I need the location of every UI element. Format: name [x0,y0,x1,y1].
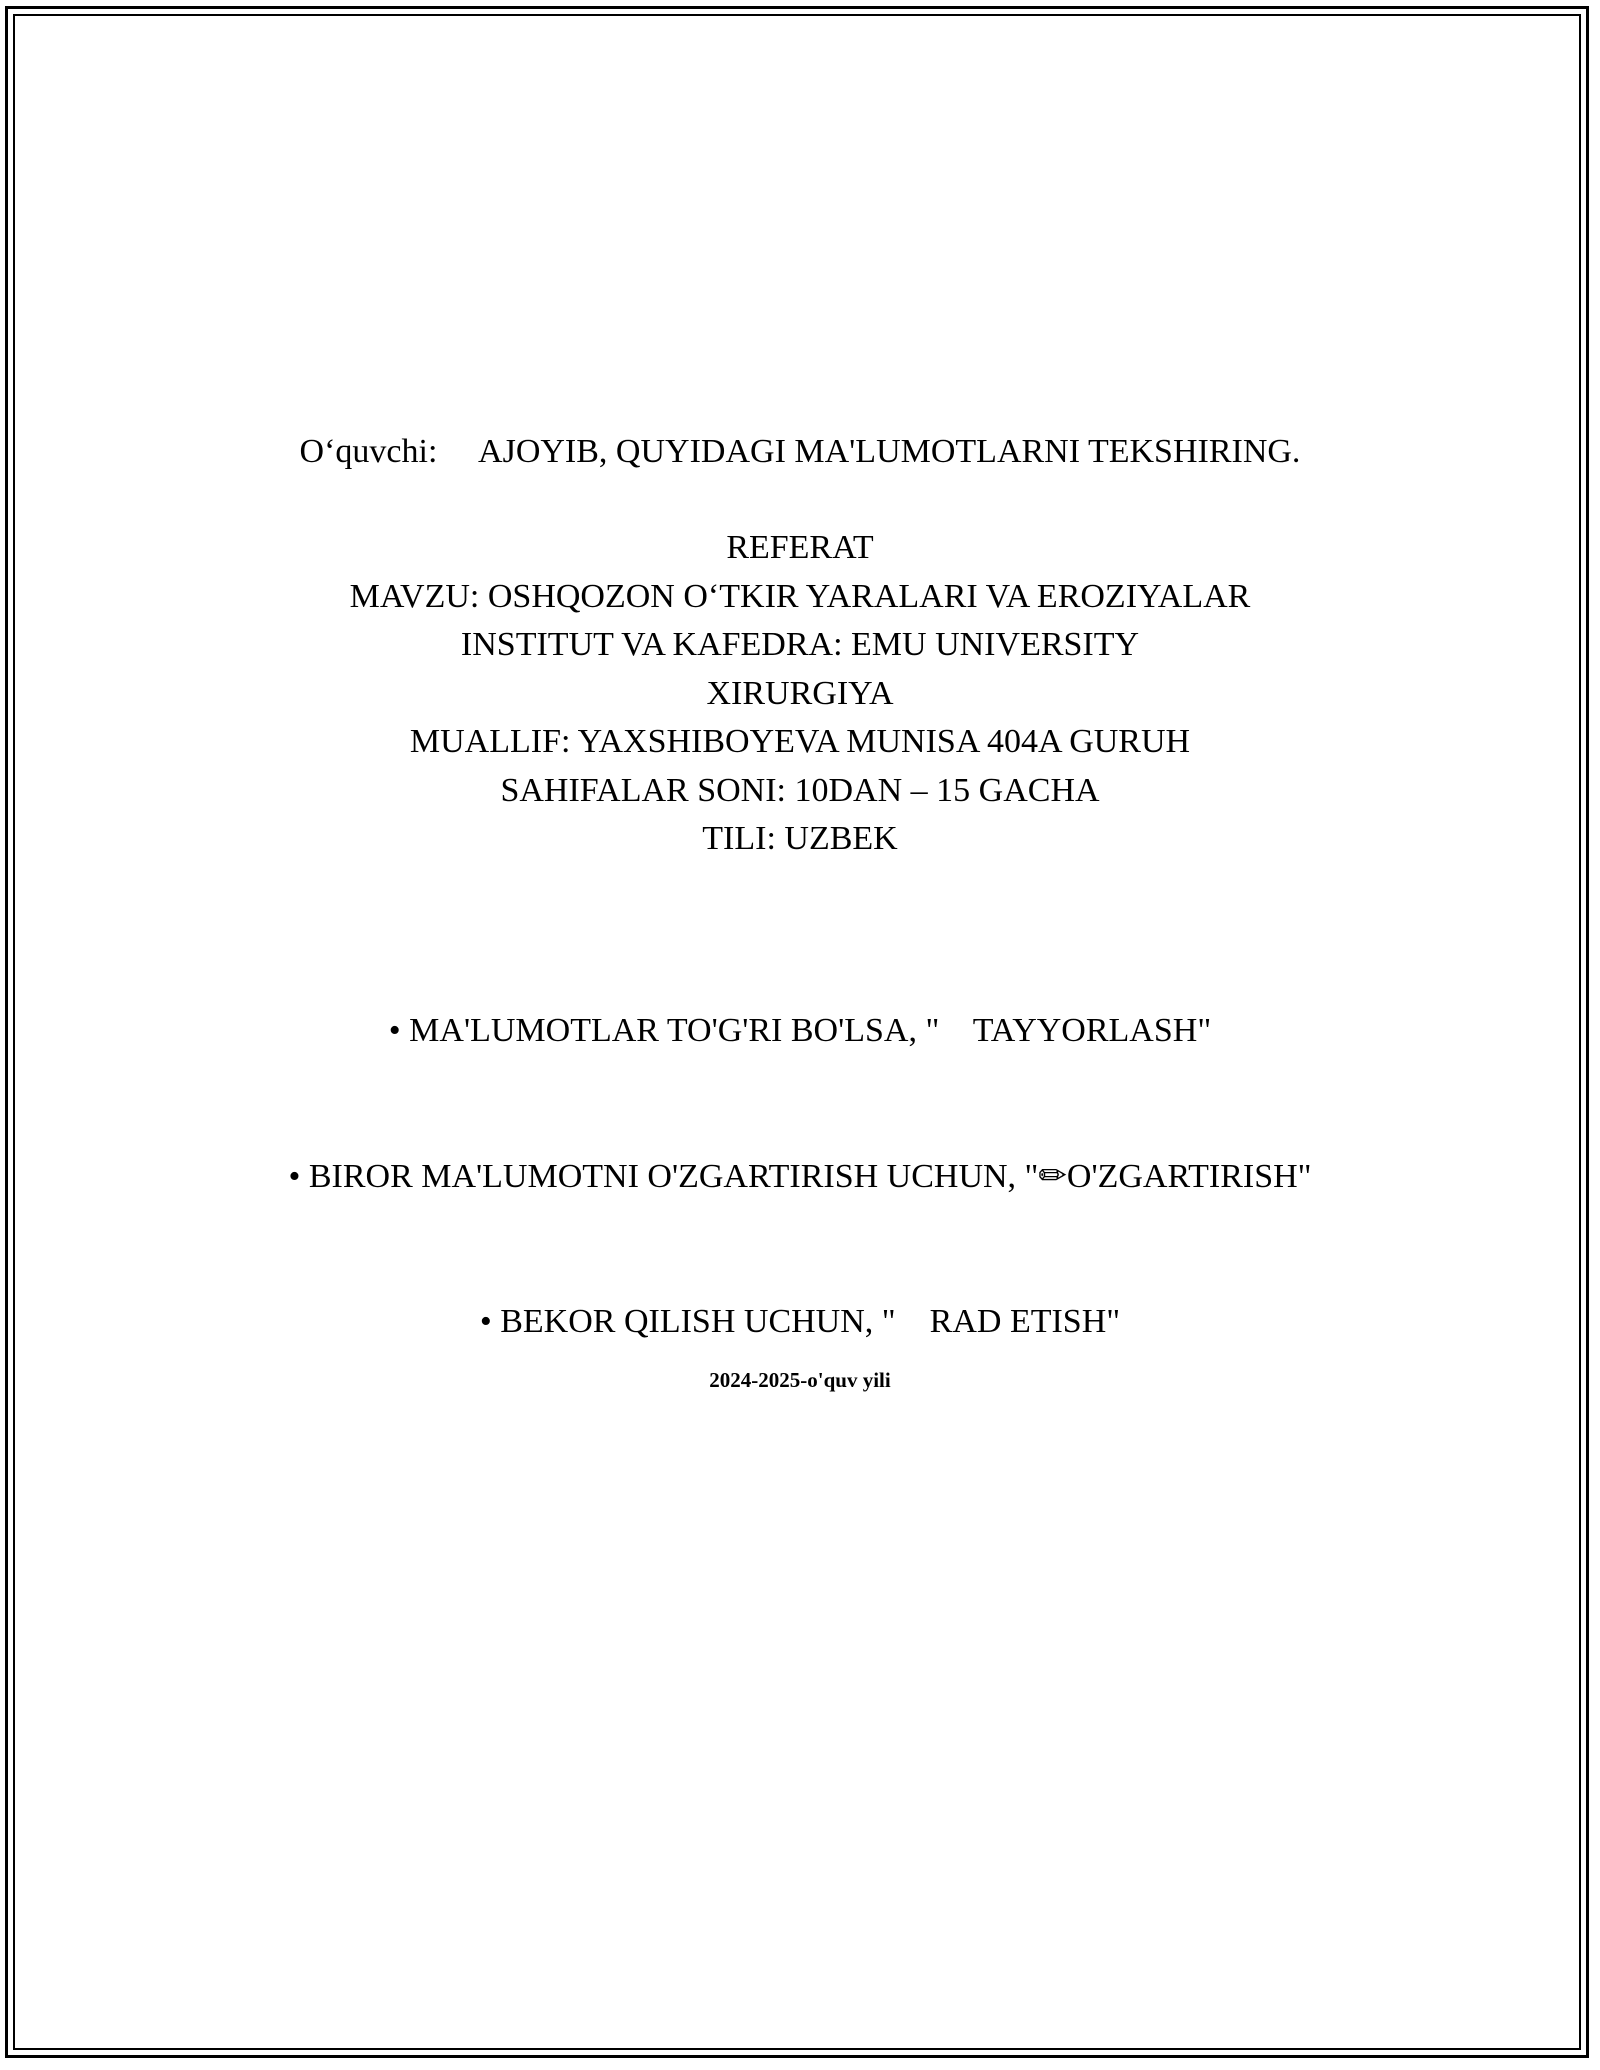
pages-line: SAHIFALAR SONI: 10DAN – 15 GACHA [500,771,1100,809]
info-block [0,524,1600,864]
topic-line: MAVZU: OSHQOZON O‘TKIR YARALARI VA EROZIYALAR [349,577,1251,615]
instruction-cancel: • BEKOR QILISH UCHUN, " RAD ETISH" [479,1303,1121,1340]
institute-line: INSTITUT VA KAFEDRA: EMU UNIVERSITY [460,626,1140,663]
author-line: MUALLIF: YAXSHIBOYEVA MUNISA 404A GURUH [409,723,1191,760]
instruction-edit: • BIROR MA'LUMOTNI O'ZGARTIRISH UCHUN, "✏O'ZGARTIRISH" [288,1157,1312,1195]
department-line: XIRURGIYA [706,674,894,712]
academic-year: 2024-2025-o'quv yili [709,1368,891,1392]
document-title: REFERAT [726,529,874,566]
instruction-confirm: • MA'LUMOTLAR TO'G'RI BO'LSA, " TAYYORLASH" [388,1012,1212,1049]
language-line: TILI: UZBEK [702,820,898,857]
greeting-line [0,428,1600,476]
greeting-label: O‘quvchi: [299,433,438,470]
greeting-message: AJOYIB, QUYIDAGI MA'LUMOTLARNI TEKSHIRING. [478,433,1301,470]
instructions-block [0,910,1600,1395]
